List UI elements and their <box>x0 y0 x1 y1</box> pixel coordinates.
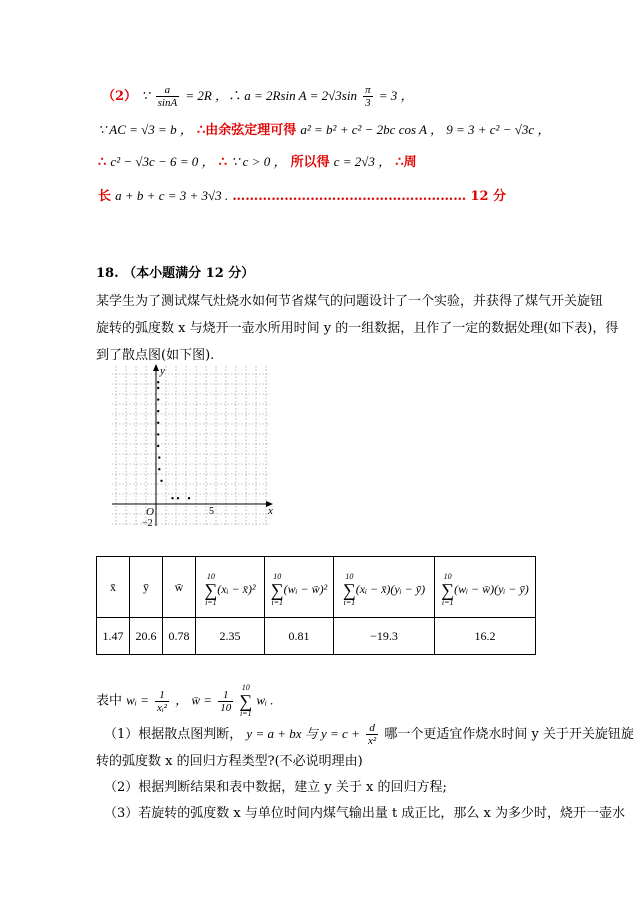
fraction-numerator: 1 <box>218 689 233 702</box>
value-wbar: 0.78 <box>163 618 196 655</box>
problem-paragraph-3: 到了散点图(如下图). <box>96 348 215 363</box>
solution-line-4 <box>98 186 506 207</box>
header-sum-x-sq: 10 ∑ i=1 (xᵢ − x̄)² <box>196 557 265 618</box>
note-sum-term: wᵢ . <box>256 692 274 708</box>
scatter-plot <box>110 362 280 530</box>
scatter-point <box>157 387 159 389</box>
cosine-law-expression: a² = b² + c² − 2bc cos A ， 9 = 3 + c² − √3c ， <box>300 122 551 137</box>
scatter-points <box>157 381 190 499</box>
so-text: 所以得 <box>290 155 330 170</box>
question-2: （2）根据判断结果和表中数据，建立 y 关于 x 的回归方程; <box>104 780 447 795</box>
scatter-point <box>188 497 190 499</box>
scatter-point <box>157 410 159 412</box>
table-value-row <box>97 618 536 655</box>
fraction-numerator: π <box>365 84 371 96</box>
sum-upper: 10 <box>241 683 250 692</box>
scatter-point <box>177 497 179 499</box>
scatter-point <box>171 497 173 499</box>
sum-term: (xᵢ − x̄)(yᵢ − ȳ) <box>355 582 426 596</box>
because-symbol: ∵ <box>141 88 150 103</box>
fraction-denominator: xᵢ² <box>157 701 167 714</box>
note-wbar: ， w̄ = <box>175 692 213 708</box>
scatter-point <box>157 381 159 383</box>
c-positive: ∵ c > 0 ， <box>231 154 287 169</box>
problem-header <box>96 264 254 284</box>
sum-upper: 10 <box>273 571 282 581</box>
note-w-def: wᵢ = <box>126 692 149 708</box>
sum-upper: 10 <box>443 571 452 581</box>
scatter-point <box>157 445 159 447</box>
scatter-point <box>160 480 162 482</box>
header-sum-xy: 10 ∑ i=1 (xᵢ − x̄)(yᵢ − ȳ) <box>334 557 435 618</box>
question-1-lead: （1）根据散点图判断， <box>104 727 243 742</box>
quadratic-equation: c² − √3c − 6 = 0 ， <box>110 154 215 169</box>
fraction-numerator: 1 <box>155 689 169 702</box>
solution-line-3 <box>98 152 417 173</box>
part-2-label: （2） <box>102 89 138 104</box>
data-table <box>96 556 536 655</box>
y-tick-neg2: −2 <box>142 518 153 529</box>
sum-lower: i=1 <box>271 597 284 607</box>
header-wbar: w̄ <box>163 557 196 618</box>
value-xbar: 1.47 <box>97 618 130 655</box>
y-axis-arrow <box>153 364 159 371</box>
problem-paragraph-1: 某学生为了测试煤气灶烧水如何节省煤气的问题设计了一个实验，并获得了煤气开关旋钮 <box>96 294 604 309</box>
fraction-denominator: 10 <box>220 701 232 714</box>
sum-upper: 10 <box>206 571 215 581</box>
question-1-tail: 哪一个更适宜作烧水时间 y 关于开关旋钮旋 <box>384 727 634 742</box>
sum-lower: i=1 <box>239 709 252 718</box>
scatter-point <box>157 433 159 435</box>
fraction-a-over-sinA <box>156 84 180 109</box>
problem-paragraph-2: 旋转的弧度数 x 与烧开一壶水所用时间 y 的一组数据，且作了一定的数据处理(如下表)，得 <box>96 321 619 336</box>
expression-end: = 3 ， <box>378 88 414 103</box>
scatter-point <box>157 398 159 400</box>
y-axis-label: y <box>160 365 165 377</box>
value-sum-wy: 16.2 <box>435 618 536 655</box>
therefore-symbol: ∴ <box>218 155 227 170</box>
scatter-point <box>158 456 160 458</box>
cosine-law-text: ∴由余弦定理可得 <box>196 123 297 138</box>
fraction-1-over-x-sq <box>155 689 169 714</box>
sine-law-expression: = 2R ，∴ a = 2Rsin A = 2√3sin <box>185 88 357 103</box>
value-sum-xy: −19.3 <box>334 618 435 655</box>
scatter-point <box>157 422 159 424</box>
problem-score: （本小题满分 12 分） <box>123 266 255 281</box>
fraction-denominator: x² <box>367 735 377 747</box>
perimeter-suffix: 长 <box>98 189 112 204</box>
c-value: c = 2√3 ， <box>333 154 392 169</box>
fraction-denominator: 3 <box>365 97 371 109</box>
fraction-1-over-10 <box>218 689 233 714</box>
fraction-numerator: d <box>366 722 378 735</box>
solution-line-1 <box>102 84 414 109</box>
score-label: 12 分 <box>470 189 507 204</box>
header-ybar: ȳ <box>130 557 163 618</box>
question-1-models: y = a + bx 与 y = c + <box>246 726 360 741</box>
sum-upper: 10 <box>345 571 354 581</box>
sum-term: (xᵢ − x̄)² <box>217 582 256 596</box>
note-sigma: 10 ∑ i=1 <box>239 683 253 718</box>
therefore-symbol: ∴ <box>98 155 107 170</box>
table-note <box>96 684 274 718</box>
question-1-continued: 转的弧度数 x 的回归方程类型?(不必说明理由) <box>96 754 363 769</box>
question-1 <box>104 722 634 747</box>
value-ybar: 20.6 <box>130 618 163 655</box>
sum-term: (wᵢ − w̄)(yᵢ − ȳ) <box>454 582 529 596</box>
note-prefix: 表中 <box>96 693 123 709</box>
perimeter-prefix: ∴周 <box>395 155 417 170</box>
score-dots: ……………………………………………… <box>232 189 467 204</box>
ac-equals-b: ∵ AC = √3 = b ， <box>98 122 193 137</box>
sum-lower: i=1 <box>205 597 217 607</box>
scatter-point <box>158 468 160 470</box>
table-header-row <box>97 557 536 618</box>
sum-lower: i=1 <box>441 597 454 607</box>
value-sum-w-sq: 0.81 <box>265 618 334 655</box>
question-3: （3）若旋转的弧度数 x 与单位时间内煤气输出量 t 成正比，那么 x 为多少时，烧开一壶水 <box>104 806 625 821</box>
fraction-pi-over-3 <box>363 84 373 109</box>
header-sum-w-sq: 10 ∑ i=1 (wᵢ − w̄)² <box>265 557 334 618</box>
fraction-denominator: sinA <box>157 97 178 109</box>
x-axis-label: x <box>268 505 273 517</box>
sum-term: (wᵢ − w̄)² <box>283 582 328 596</box>
fraction-d-over-x-sq <box>366 722 378 747</box>
sum-lower: i=1 <box>343 597 356 607</box>
value-sum-x-sq: 2.35 <box>196 618 265 655</box>
perimeter-expression: a + b + c = 3 + 3√3 . <box>115 188 229 203</box>
grid-lines <box>112 366 270 526</box>
problem-number: 18. <box>96 266 119 281</box>
origin-label: O <box>146 506 154 518</box>
solution-line-2 <box>98 120 550 141</box>
header-xbar: x̄ <box>97 557 130 618</box>
header-sum-wy: 10 ∑ i=1 (wᵢ − w̄)(yᵢ − ȳ) <box>435 557 536 618</box>
x-tick-5: 5 <box>209 506 214 517</box>
fraction-numerator: a <box>156 84 180 97</box>
